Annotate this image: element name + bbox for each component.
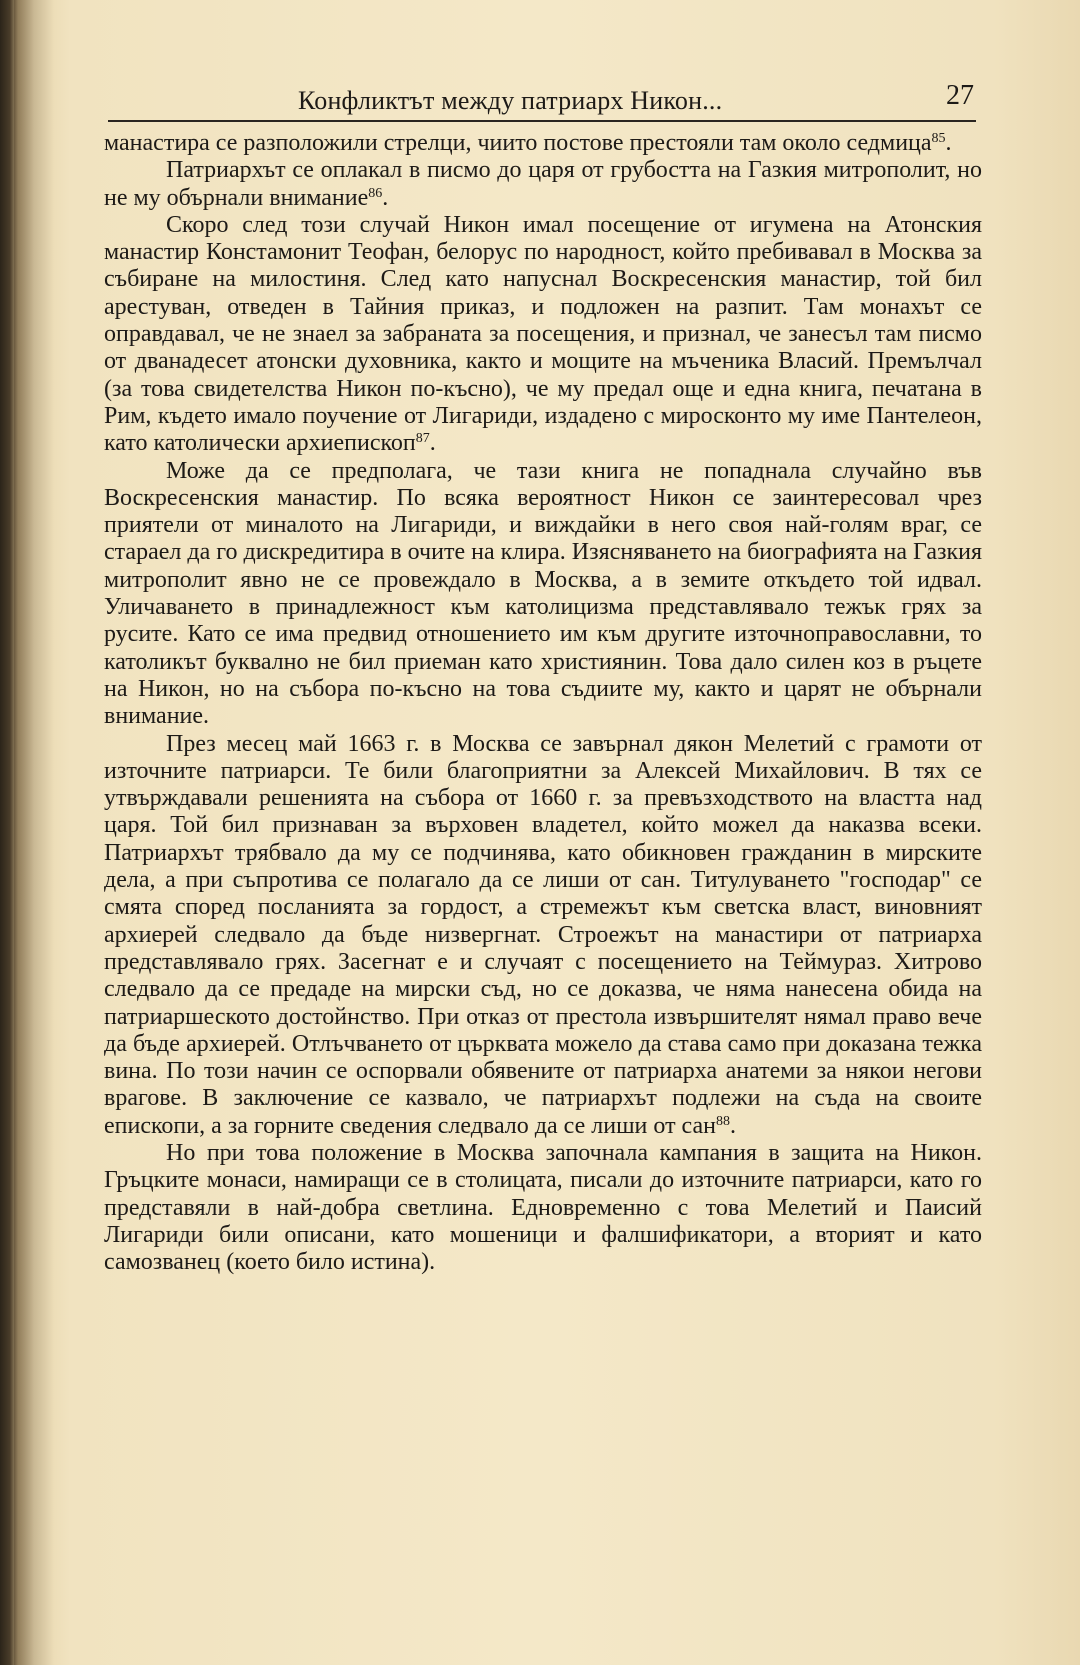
book-spine-shadow bbox=[14, 0, 54, 1665]
paragraph-2-tail: . bbox=[382, 184, 389, 211]
running-header bbox=[108, 78, 976, 122]
paragraph-6-text: Но при това положение в Москва започнала кампания в защита на Никон. Гръцките монаси, намиращи се в столицата, писали до източните патриарси, като го представяли в най-добра светлина. Едновременно с това Мелетий и Паисий Лигариди били описани, като мошеници и фалшификатори, а вторият и като самозванец (което било истина). bbox=[104, 1139, 982, 1276]
paragraph-5-tail: . bbox=[730, 1112, 736, 1139]
paragraph-1 bbox=[104, 130, 982, 157]
paragraph-4-text: Може да се предполага, че тази книга не попаднала случайно във Воскресенския манастир. По всяка вероятност Никон се заинтересовал чрез приятели от миналото на Лигариди, и виждайки в него своя най-голям враг, се стараел да го дискредитира в очите на клира. Изясняването на биографията на Газкия митрополит явно не се провеждало в Москва, а в земите откъдето той идвал. Уличаването в принадлежност към католицизма представлявало тежък грях за русите. Като се има предвид отношението им към другите източноправославни, то католикът буквално не бил приеман като християнин. Това дало силен коз в ръцете на Никон, но на събора по-късно на това съдиите му, както и царят не обърнали внимание. bbox=[104, 457, 982, 730]
paragraph-4 bbox=[104, 458, 982, 731]
footnote-ref-88: 88 bbox=[716, 1113, 730, 1129]
paragraph-2 bbox=[104, 157, 982, 212]
footnote-ref-87: 87 bbox=[415, 431, 430, 447]
paragraph-5 bbox=[104, 731, 982, 1140]
paragraph-3-text: Скоро след този случай Никон имал посещение от игумена на Атонския манастир Констамонит Теофан, белорус по народност, който пребивавал в Москва за събиране на милостиня. След като напуснал Воскресенския манастир, той бил арестуван, отведен в Тайния приказ, и подложен на разпит. Там монахът се оправдавал, че не знаел за забраната за посещения, и признал, че занесъл там писмо от дванадесет атонски духовника, както и мощите на мъченика Власий. Премълчал (за това свидетелства Никон по-късно), че му предал още и една книга, печатана в Рим, където имало поучение от Лигариди, издадено с миросконто му име Пантелеон, като католически архиепископ bbox=[104, 211, 982, 457]
paragraph-1-text: манастира се разположили стрелци, чиито постове престояли там около седмица bbox=[104, 130, 932, 156]
page-number: 27 bbox=[946, 80, 974, 111]
paragraph-6 bbox=[104, 1140, 982, 1276]
paragraph-5-text: През месец май 1663 г. в Москва се завърнал дякон Мелетий с грамоти от източните патриарси. Те били благоприятни за Алексей Михайлович. В тях се утвърждавали решенията на събора от 1660 г. за превъзходството на властта над царя. Той бил признаван за върховен владетел, който можел да наказва всеки. Патриархът трябвало да му се подчинява, като обикновен гражданин в мирските дела, а при съпротива се полагало да се лиши от сан. Титулуването "господар" се смятa според посланията за гордост, а стремежът към светска власт, виновният архиерей следвало да бъде низвергнат. Строежът на манастири от патриарха представлявало грях. Засегнат е и случаят с посещението на Теймураз. Хитрово следвало да се предаде на мирски съд, но се доказва, че няма нанесена обида на патриаршеското достойнство. При отказ от престола извършителят нямал право вече да бъде архиерей. Отлъчването от църквата можело да става само при доказана тежка вина. По този начин се оспорвали обявените от патриарха анатеми за някои негови врагове. В заключение се казвало, че патриархът подлежи на съда на своите епископи, а за горните сведения следвало да се лиши от сан bbox=[104, 730, 982, 1139]
running-title: Конфликтът между патриарх Никон... bbox=[298, 86, 723, 115]
footnote-ref-85: 85 bbox=[931, 131, 946, 146]
paragraph-1-tail: . bbox=[945, 130, 952, 156]
paragraph-2-text: Патриархът се оплакал в писмо до царя от грубостта на Газкия митрополит, но не му обърнали внимание bbox=[104, 157, 982, 211]
paragraph-3 bbox=[104, 212, 982, 458]
footnote-ref-86: 86 bbox=[368, 185, 383, 201]
body-text bbox=[104, 130, 982, 1276]
paragraph-3-tail: . bbox=[429, 430, 436, 457]
